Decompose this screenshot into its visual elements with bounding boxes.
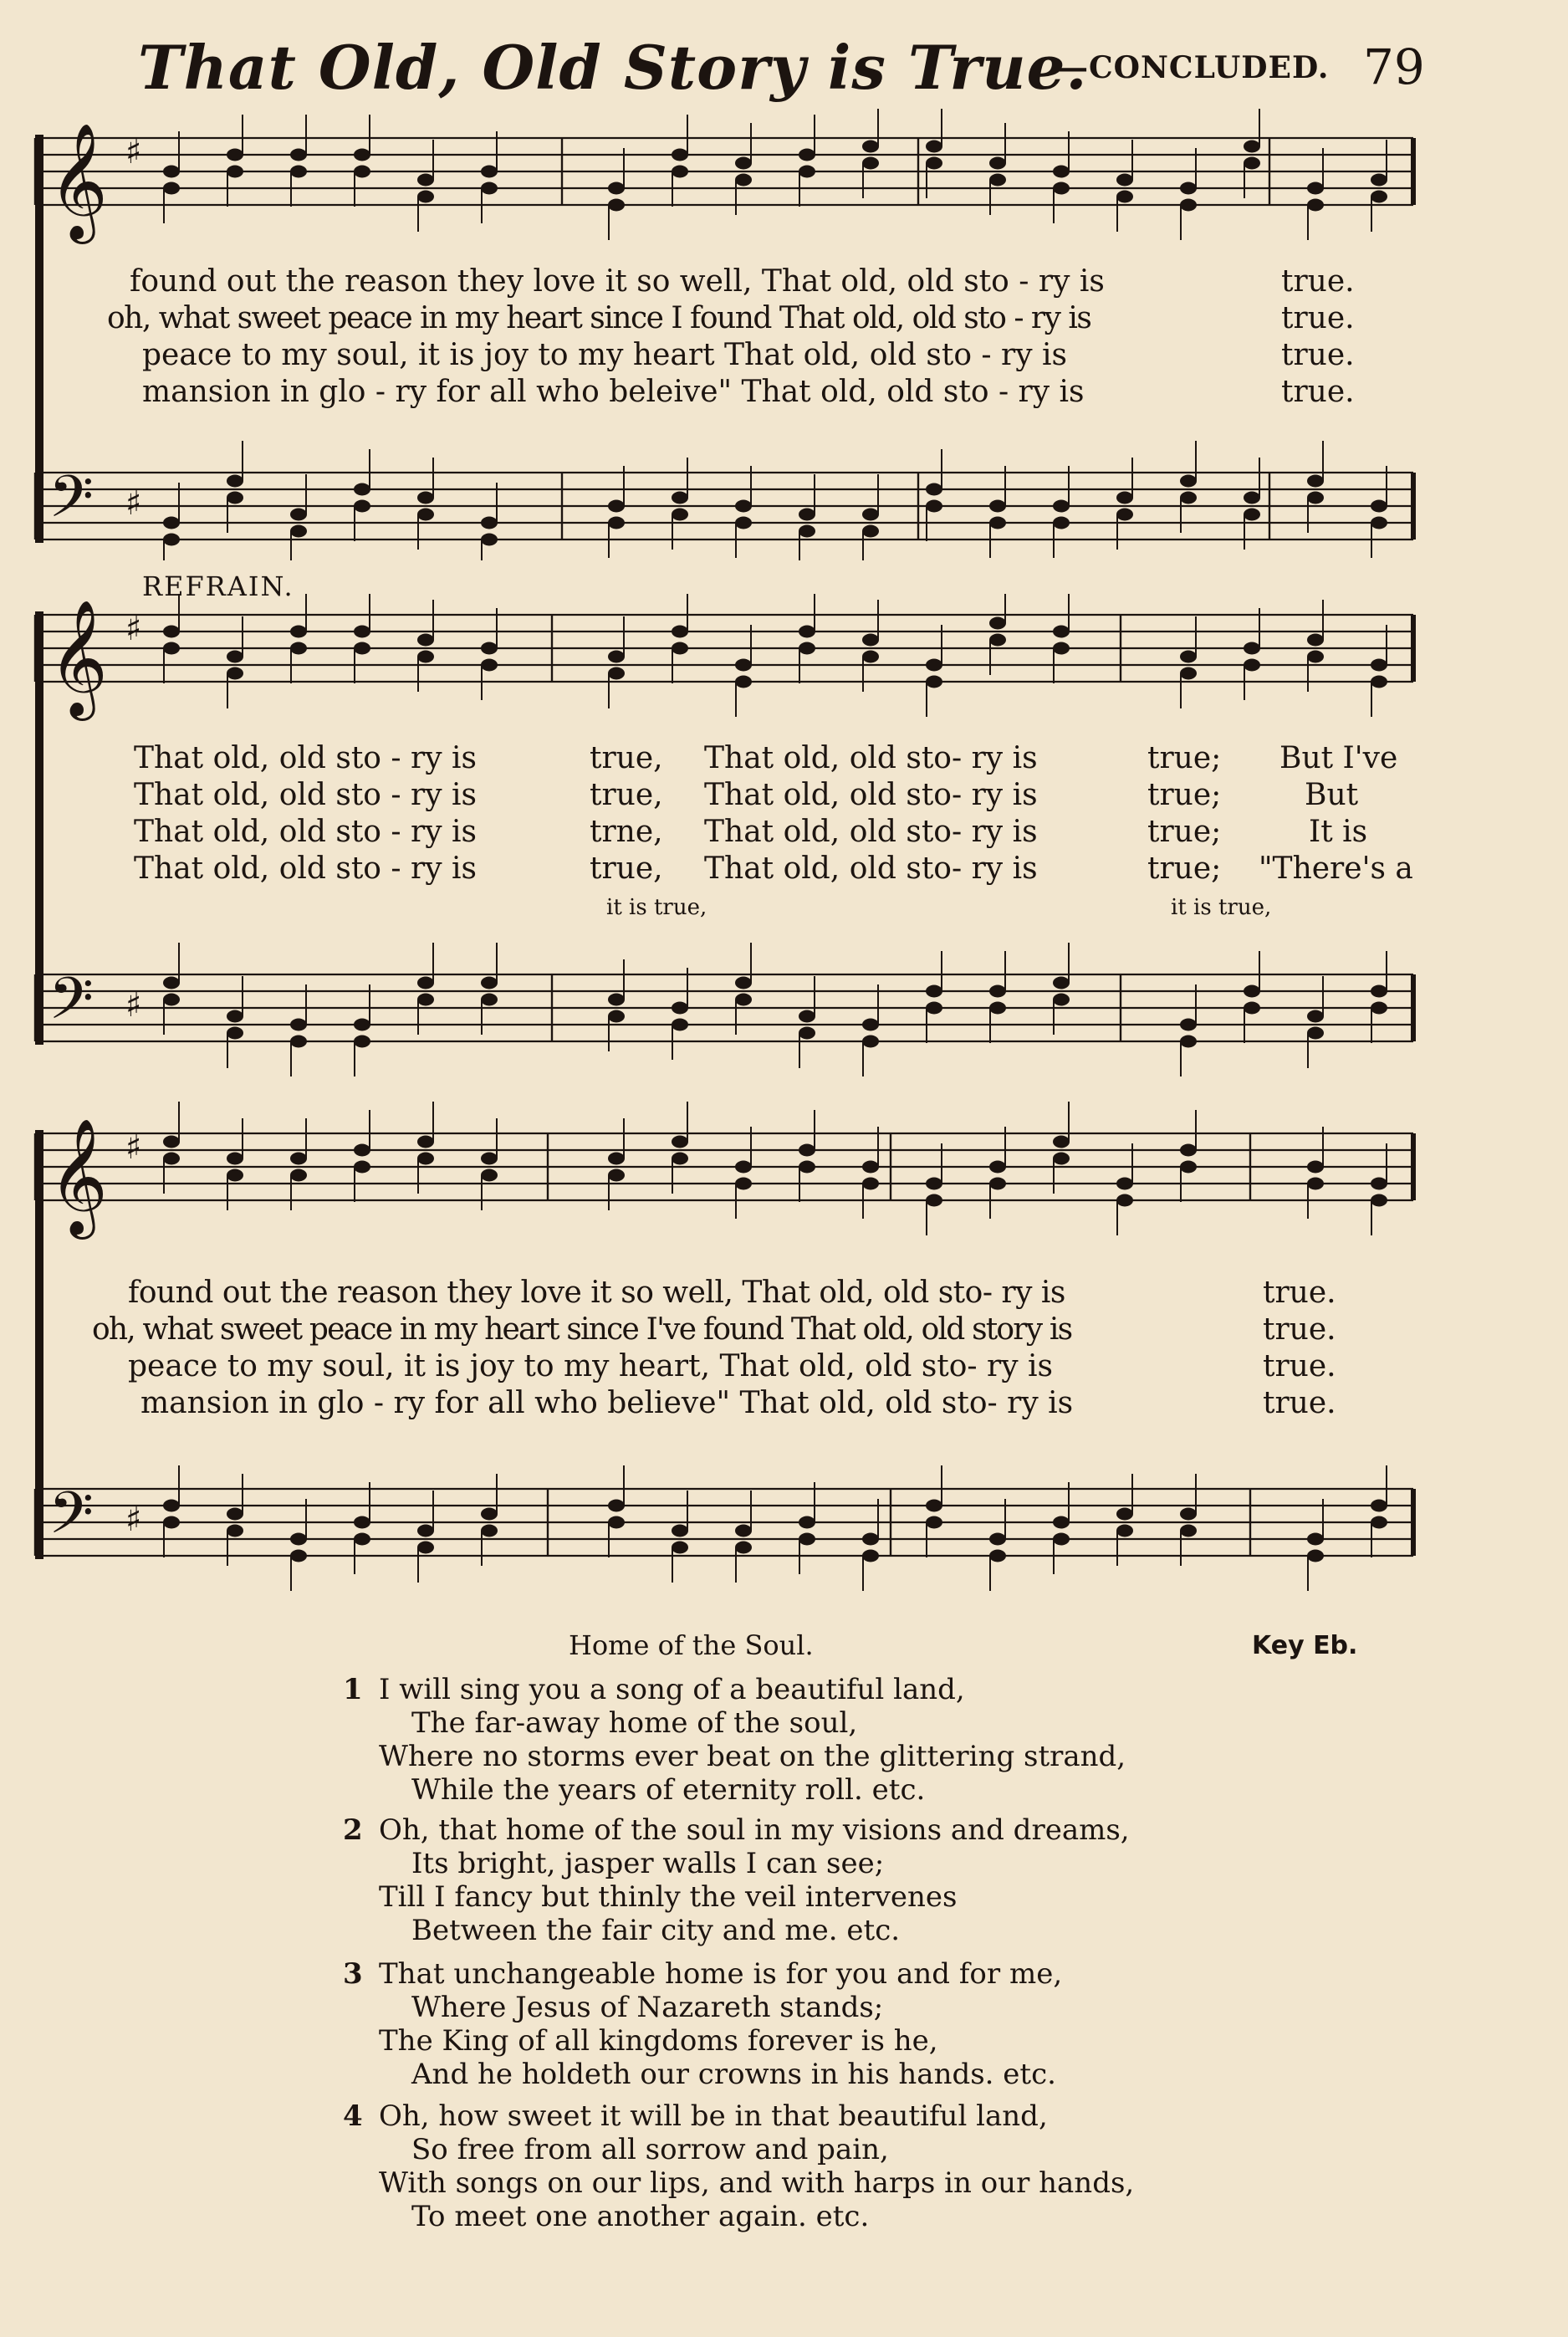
- note-head: [862, 1533, 879, 1546]
- note-head: [1371, 1516, 1387, 1529]
- note-head: [989, 1178, 1006, 1190]
- note-head: [926, 1178, 942, 1190]
- note-head: [227, 1525, 243, 1537]
- note-head: [163, 977, 180, 990]
- note-head: [608, 667, 625, 680]
- note-head: [354, 1144, 370, 1157]
- note-head: [1180, 1161, 1197, 1174]
- note-head: [1053, 994, 1070, 1006]
- refrain-label: REFRAIN.: [142, 570, 294, 602]
- note-head: [862, 1161, 879, 1174]
- note-head: [1180, 492, 1197, 504]
- note-head: [608, 199, 625, 212]
- note-head: [1307, 1027, 1324, 1040]
- note-head: [290, 1533, 307, 1546]
- note-head: [989, 517, 1006, 529]
- note-head: [1244, 1002, 1260, 1015]
- note-head: [608, 1169, 625, 1182]
- sharp-icon: ♯: [125, 484, 142, 523]
- note-head: [1180, 1019, 1197, 1031]
- lyric-line: peace to my soul, it is joy to my heart That old, old sto - ry is true.: [142, 338, 1355, 372]
- note-head: [417, 634, 434, 647]
- note-head: [608, 651, 625, 663]
- note-head: [1371, 191, 1387, 203]
- verse-number: 4: [343, 2099, 363, 2133]
- sharp-icon: ♯: [125, 610, 142, 648]
- note-head: [735, 977, 752, 990]
- note-head: [735, 1178, 752, 1190]
- note-head: [290, 1550, 307, 1562]
- note-head: [481, 994, 498, 1006]
- note-head: [1053, 1516, 1070, 1529]
- note-head: [799, 1010, 815, 1023]
- cue-text: it is true,: [1171, 895, 1272, 920]
- lyric-line: mansion in glo - ry for all who believe" That old, old sto- ry is true.: [140, 1386, 1336, 1420]
- sharp-icon: ♯: [125, 133, 142, 171]
- note-head: [1053, 1533, 1070, 1546]
- note-head: [926, 157, 942, 170]
- note-head: [290, 149, 307, 161]
- note-head: [1244, 157, 1260, 170]
- note-head: [1180, 667, 1197, 680]
- note-head: [1116, 1178, 1133, 1190]
- note-head: [417, 1542, 434, 1554]
- note-head: [163, 994, 180, 1006]
- note-head: [799, 1027, 815, 1040]
- hymn-title: Home of the Soul.: [569, 1629, 814, 1661]
- note-head: [1180, 199, 1197, 212]
- verse-line: Where no storms ever beat on the glittering strand,: [379, 1740, 1126, 1773]
- music-system-1: [0, 109, 1568, 560]
- note-head: [1053, 166, 1070, 178]
- note-head: [1053, 1153, 1070, 1165]
- note-head: [417, 191, 434, 203]
- note-head: [290, 509, 307, 521]
- note-head: [417, 492, 434, 504]
- lyric-line: found out the reason they love it so well, That old, old sto- ry is true.: [128, 1276, 1336, 1310]
- treble-clef-icon: 𝄞: [49, 600, 108, 716]
- note-head: [1180, 1525, 1197, 1537]
- note-head: [163, 1136, 180, 1148]
- note-head: [354, 1516, 370, 1529]
- note-head: [481, 1508, 498, 1521]
- note-head: [163, 517, 180, 529]
- bass-clef-icon: 𝄢: [49, 964, 94, 1046]
- note-head: [227, 667, 243, 680]
- lyric-line: That old, old sto - ry is trne, That old, old sto- ry is true; It is: [134, 815, 1368, 849]
- note-head: [1244, 659, 1260, 672]
- verse-line: With songs on our lips, and with harps in our hands,: [379, 2166, 1135, 2200]
- note-head: [1053, 182, 1070, 195]
- verse-number: 2: [343, 1813, 363, 1847]
- note-head: [1180, 651, 1197, 663]
- note-head: [989, 1550, 1006, 1562]
- note-head: [1053, 626, 1070, 638]
- sharp-icon: ♯: [125, 1501, 142, 1539]
- note-head: [799, 1144, 815, 1157]
- lyric-line: That old, old sto - ry is true, That old, old sto- ry is true; "There's a: [134, 851, 1413, 886]
- note-head: [862, 509, 879, 521]
- note-head: [227, 166, 243, 178]
- note-head: [799, 509, 815, 521]
- note-head: [354, 500, 370, 513]
- note-head: [1244, 642, 1260, 655]
- note-head: [227, 1508, 243, 1521]
- note-head: [1371, 1194, 1387, 1207]
- verse-line: I will sing you a song of a beautiful land,: [379, 1673, 965, 1706]
- note-head: [1244, 492, 1260, 504]
- note-head: [672, 1525, 688, 1537]
- note-head: [799, 1533, 815, 1546]
- concluded-label: —CONCLUDED.: [1058, 50, 1330, 85]
- note-head: [1371, 500, 1387, 513]
- verse-line: While the years of eternity roll. etc.: [411, 1773, 926, 1807]
- note-head: [417, 509, 434, 521]
- note-head: [799, 525, 815, 538]
- note-head: [862, 1178, 879, 1190]
- verse-number: 3: [343, 1957, 363, 1991]
- note-head: [1307, 1550, 1324, 1562]
- note-head: [862, 525, 879, 538]
- treble-clef-icon: 𝄞: [49, 1118, 108, 1235]
- note-head: [290, 1036, 307, 1048]
- note-head: [926, 985, 942, 998]
- verse-line: And he holdeth our crowns in his hands. etc.: [411, 2058, 1056, 2091]
- note-head: [672, 1136, 688, 1148]
- note-head: [417, 651, 434, 663]
- cue-text: it is true,: [606, 895, 707, 920]
- bass-clef-icon: 𝄢: [49, 463, 94, 545]
- note-head: [290, 1153, 307, 1165]
- note-head: [926, 1516, 942, 1529]
- note-head: [417, 1153, 434, 1165]
- note-head: [163, 182, 180, 195]
- note-head: [672, 1542, 688, 1554]
- hymn-key: Key Eb.: [1252, 1631, 1358, 1660]
- verse-line: Where Jesus of Nazareth stands;: [411, 1991, 884, 2024]
- note-head: [163, 642, 180, 655]
- note-head: [354, 166, 370, 178]
- lyric-line: That old, old sto - ry is true, That old, old sto- ry is true; But I've: [134, 741, 1398, 775]
- lyric-line: That old, old sto - ry is true, That old, old sto- ry is true; But: [134, 778, 1359, 812]
- note-head: [1116, 1525, 1133, 1537]
- note-head: [481, 977, 498, 990]
- verse-line: The King of all kingdoms forever is he,: [379, 2024, 938, 2058]
- note-head: [227, 1153, 243, 1165]
- note-head: [1053, 500, 1070, 513]
- note-head: [672, 149, 688, 161]
- note-head: [735, 500, 752, 513]
- note-head: [481, 517, 498, 529]
- note-head: [290, 626, 307, 638]
- music-system-2: [0, 594, 1568, 1079]
- note-head: [1180, 1144, 1197, 1157]
- note-head: [926, 500, 942, 513]
- note-head: [989, 617, 1006, 630]
- song-title: That Old, Old Story is True.: [138, 32, 1088, 103]
- note-head: [1307, 182, 1324, 195]
- note-head: [672, 509, 688, 521]
- bass-clef-icon: 𝄢: [49, 1479, 94, 1561]
- note-head: [227, 651, 243, 663]
- note-head: [926, 483, 942, 496]
- note-head: [672, 492, 688, 504]
- note-head: [227, 1169, 243, 1182]
- note-head: [672, 1019, 688, 1031]
- note-head: [1244, 509, 1260, 521]
- note-head: [417, 174, 434, 187]
- note-head: [989, 174, 1006, 187]
- note-head: [608, 1516, 625, 1529]
- note-head: [1180, 1508, 1197, 1521]
- note-head: [989, 1533, 1006, 1546]
- note-head: [417, 1136, 434, 1148]
- note-head: [1371, 676, 1387, 688]
- note-head: [608, 994, 625, 1006]
- note-head: [1053, 517, 1070, 529]
- note-head: [672, 626, 688, 638]
- verse-line: Between the fair city and me. etc.: [411, 1914, 901, 1947]
- note-head: [290, 166, 307, 178]
- lyric-line: mansion in glo - ry for all who beleive" That old, old sto - ry is true.: [142, 375, 1355, 409]
- note-head: [989, 1161, 1006, 1174]
- note-head: [481, 1525, 498, 1537]
- note-head: [926, 141, 942, 153]
- note-head: [1180, 182, 1197, 195]
- note-head: [354, 642, 370, 655]
- note-head: [227, 492, 243, 504]
- note-head: [799, 166, 815, 178]
- note-head: [672, 642, 688, 655]
- note-head: [989, 500, 1006, 513]
- note-head: [735, 659, 752, 672]
- note-head: [417, 1525, 434, 1537]
- note-head: [862, 157, 879, 170]
- note-head: [163, 1153, 180, 1165]
- music-system-3: [0, 1096, 1568, 1598]
- note-head: [481, 1169, 498, 1182]
- note-head: [481, 534, 498, 546]
- note-head: [862, 651, 879, 663]
- verse-number: 1: [343, 1673, 363, 1706]
- note-head: [862, 141, 879, 153]
- note-head: [1307, 651, 1324, 663]
- note-head: [1371, 174, 1387, 187]
- note-head: [989, 985, 1006, 998]
- note-head: [799, 1161, 815, 1174]
- note-head: [608, 1010, 625, 1023]
- verse-line: Oh, how sweet it will be in that beautiful land,: [379, 2099, 1048, 2133]
- note-head: [862, 1550, 879, 1562]
- note-head: [290, 1019, 307, 1031]
- note-head: [862, 634, 879, 647]
- note-head: [290, 525, 307, 538]
- note-head: [1053, 642, 1070, 655]
- note-head: [926, 659, 942, 672]
- note-head: [672, 1153, 688, 1165]
- note-head: [354, 483, 370, 496]
- verse-line: To meet one another again. etc.: [411, 2200, 870, 2233]
- note-head: [290, 1169, 307, 1182]
- verse-line: So free from all sorrow and pain,: [411, 2133, 889, 2166]
- note-head: [608, 500, 625, 513]
- note-head: [1116, 1194, 1133, 1207]
- note-head: [735, 676, 752, 688]
- lyric-line: found out the reason they love it so well, That old, old sto - ry is true.: [130, 264, 1355, 299]
- note-head: [926, 1500, 942, 1512]
- note-head: [481, 166, 498, 178]
- note-head: [227, 475, 243, 488]
- note-head: [227, 1010, 243, 1023]
- sharp-icon: ♯: [125, 986, 142, 1025]
- note-head: [1371, 1002, 1387, 1015]
- note-head: [163, 1516, 180, 1529]
- note-head: [1053, 977, 1070, 990]
- note-head: [1307, 492, 1324, 504]
- note-head: [926, 1194, 942, 1207]
- note-head: [290, 642, 307, 655]
- note-head: [735, 994, 752, 1006]
- note-head: [926, 1002, 942, 1015]
- note-head: [354, 1019, 370, 1031]
- note-head: [672, 1002, 688, 1015]
- note-head: [417, 994, 434, 1006]
- note-head: [1371, 517, 1387, 529]
- note-head: [1116, 509, 1133, 521]
- note-head: [799, 626, 815, 638]
- note-head: [799, 1516, 815, 1529]
- treble-clef-icon: 𝄞: [49, 123, 108, 239]
- verse-line: Till I fancy but thinly the veil intervenes: [379, 1880, 958, 1914]
- note-head: [354, 626, 370, 638]
- lyric-line: oh, what sweet peace in my heart since I've found That old, old story is true.: [92, 1312, 1336, 1347]
- note-head: [672, 166, 688, 178]
- note-head: [1307, 475, 1324, 488]
- note-head: [608, 517, 625, 529]
- note-head: [1307, 1178, 1324, 1190]
- note-head: [1307, 199, 1324, 212]
- note-head: [1307, 1010, 1324, 1023]
- note-head: [608, 182, 625, 195]
- note-head: [1371, 659, 1387, 672]
- note-head: [354, 149, 370, 161]
- note-head: [799, 149, 815, 161]
- note-head: [1371, 1178, 1387, 1190]
- note-head: [227, 149, 243, 161]
- note-head: [1307, 634, 1324, 647]
- note-head: [1371, 1500, 1387, 1512]
- note-head: [799, 642, 815, 655]
- verse-line: The far-away home of the soul,: [411, 1706, 858, 1740]
- note-head: [163, 626, 180, 638]
- note-head: [608, 1500, 625, 1512]
- note-head: [354, 1533, 370, 1546]
- lyric-line: peace to my soul, it is joy to my heart, That old, old sto- ry is true.: [128, 1349, 1336, 1383]
- note-head: [735, 1161, 752, 1174]
- note-head: [1116, 492, 1133, 504]
- verse-line: That unchangeable home is for you and for me,: [379, 1957, 1063, 1991]
- note-head: [989, 157, 1006, 170]
- note-head: [163, 1500, 180, 1512]
- note-head: [163, 166, 180, 178]
- note-head: [862, 1019, 879, 1031]
- note-head: [1371, 985, 1387, 998]
- note-head: [1307, 1533, 1324, 1546]
- note-head: [481, 182, 498, 195]
- note-head: [163, 534, 180, 546]
- note-head: [1244, 141, 1260, 153]
- note-head: [1053, 1136, 1070, 1148]
- verse-line: Oh, that home of the soul in my visions and dreams,: [379, 1813, 1130, 1847]
- note-head: [735, 157, 752, 170]
- note-head: [481, 642, 498, 655]
- note-head: [1116, 174, 1133, 187]
- lyric-line: oh, what sweet peace in my heart since I found That old, old sto - ry is true.: [107, 301, 1355, 335]
- note-head: [735, 517, 752, 529]
- note-head: [735, 1542, 752, 1554]
- note-head: [354, 1036, 370, 1048]
- note-head: [926, 676, 942, 688]
- note-head: [1180, 475, 1197, 488]
- sharp-icon: ♯: [125, 1128, 142, 1167]
- note-head: [227, 1027, 243, 1040]
- note-head: [608, 1153, 625, 1165]
- page-number: 79: [1363, 38, 1425, 95]
- note-head: [735, 1525, 752, 1537]
- note-head: [862, 1036, 879, 1048]
- note-head: [989, 1002, 1006, 1015]
- note-head: [417, 977, 434, 990]
- note-head: [481, 1153, 498, 1165]
- note-head: [354, 1161, 370, 1174]
- note-head: [735, 174, 752, 187]
- note-head: [1180, 1036, 1197, 1048]
- note-head: [1307, 1161, 1324, 1174]
- note-head: [481, 659, 498, 672]
- note-head: [1116, 1508, 1133, 1521]
- verse-line: Its bright, jasper walls I can see;: [411, 1847, 885, 1880]
- note-head: [1116, 191, 1133, 203]
- note-head: [989, 634, 1006, 647]
- note-head: [1244, 985, 1260, 998]
